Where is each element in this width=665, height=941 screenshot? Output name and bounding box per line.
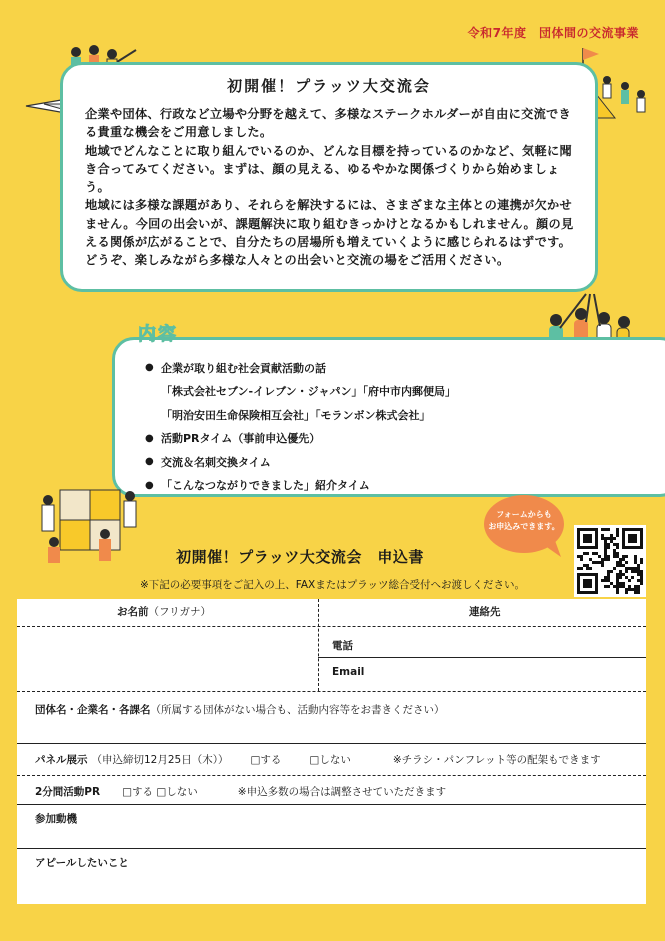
- intro-title: 初開催！プラッツ大交流会: [227, 77, 431, 95]
- row-divider: [17, 804, 646, 805]
- pr-options-checkbox[interactable]: □する □しない: [122, 785, 198, 798]
- panel-yes-checkbox[interactable]: □する: [250, 753, 282, 766]
- header-label: 令和7年度 団体間の交流事業: [467, 26, 639, 40]
- content-item: ● 企業が取り組む社会貢献活動の話: [145, 361, 326, 375]
- row-divider: [17, 691, 646, 692]
- appeal-field[interactable]: アピールしたいこと: [35, 857, 129, 869]
- content-item: ● 交流＆名刺交換タイム: [145, 455, 271, 469]
- bullet-icon: ●: [145, 456, 154, 468]
- row-divider: [17, 626, 646, 627]
- column-divider: [318, 599, 319, 691]
- content-item: ● 活動PRタイム（事前申込優先）: [145, 432, 321, 446]
- content-item: 「株式会社セブン-イレブン・ジャパン」「府中市内郵便局」: [161, 385, 456, 399]
- application-form: [17, 599, 646, 904]
- bullet-icon: ●: [145, 362, 154, 374]
- row-divider: [17, 775, 646, 776]
- form-link-bubble: フォームからも お申込みできます。: [484, 495, 564, 553]
- bullet-icon: ●: [145, 432, 154, 444]
- content-heading: 内容: [138, 324, 178, 345]
- intro-card: [60, 62, 598, 292]
- form-title: 初開催！プラッツ大交流会 申込書: [176, 548, 424, 566]
- phone-label[interactable]: 電話: [332, 640, 353, 652]
- intro-paragraph: 地域でどんなことに取り組んでいるのか、どんな目標を持っているのかなど、気軽に聞き合ってみてください。まずは、顔の見える、ゆるやかな関係づくりから始めましょう。: [85, 143, 573, 195]
- content-item: ● 「こんなつながりできました」紹介タイム: [145, 479, 370, 493]
- content-card: [112, 337, 665, 497]
- bullet-icon: ●: [145, 479, 154, 491]
- content-item: 「明治安田生命保険相互会社」「モランボン株式会社」: [161, 408, 431, 422]
- org-field[interactable]: 団体名・企業名・各課名（所属する団体がない場合も、活動内容等をお書きください）: [35, 704, 445, 716]
- pr-row: 2分間活動PR □する □しない ※申込多数の場合は調整させていただきます: [35, 785, 447, 798]
- motive-field[interactable]: 参加動機: [35, 813, 77, 825]
- contact-label: 連絡先: [469, 606, 501, 618]
- row-divider: [318, 657, 646, 658]
- intro-paragraph: 企業や団体、行政など立場や分野を越えて、多様なステークホルダーが自由に交流できる貴重な機会をご用意しました。: [85, 107, 572, 140]
- panel-no-checkbox[interactable]: □しない: [309, 753, 351, 766]
- email-label[interactable]: Email: [332, 666, 365, 678]
- intro-paragraph: 地域には多様な課題があり、それらを解決するには、さまざまな主体との連携が欠かせません。今回の出会いが、課題解決に取り組むきっかけとなるかもしれません。顔の見える関係が広がることで、自分たちの居場所も増えていくように感じられるはずです。: [85, 198, 574, 250]
- intro-body: [85, 105, 577, 270]
- row-divider: [17, 848, 646, 849]
- intro-paragraph: どうぞ、楽しみながら多様な人々との出会いと交流の場をご活用ください。: [85, 253, 510, 268]
- form-note: ※下記の必要事項をご記入の上、FAXまたはプラッツ総合受付へお渡しください。: [139, 579, 526, 591]
- row-divider: [17, 743, 646, 744]
- content-list: [145, 356, 456, 497]
- name-label-group: お名前（フリガナ）: [117, 606, 211, 618]
- panel-row: パネル展示 （申込締切12月25日（木）） □する □しない ※チラシ・パンフレット等の配架もできます: [35, 753, 601, 766]
